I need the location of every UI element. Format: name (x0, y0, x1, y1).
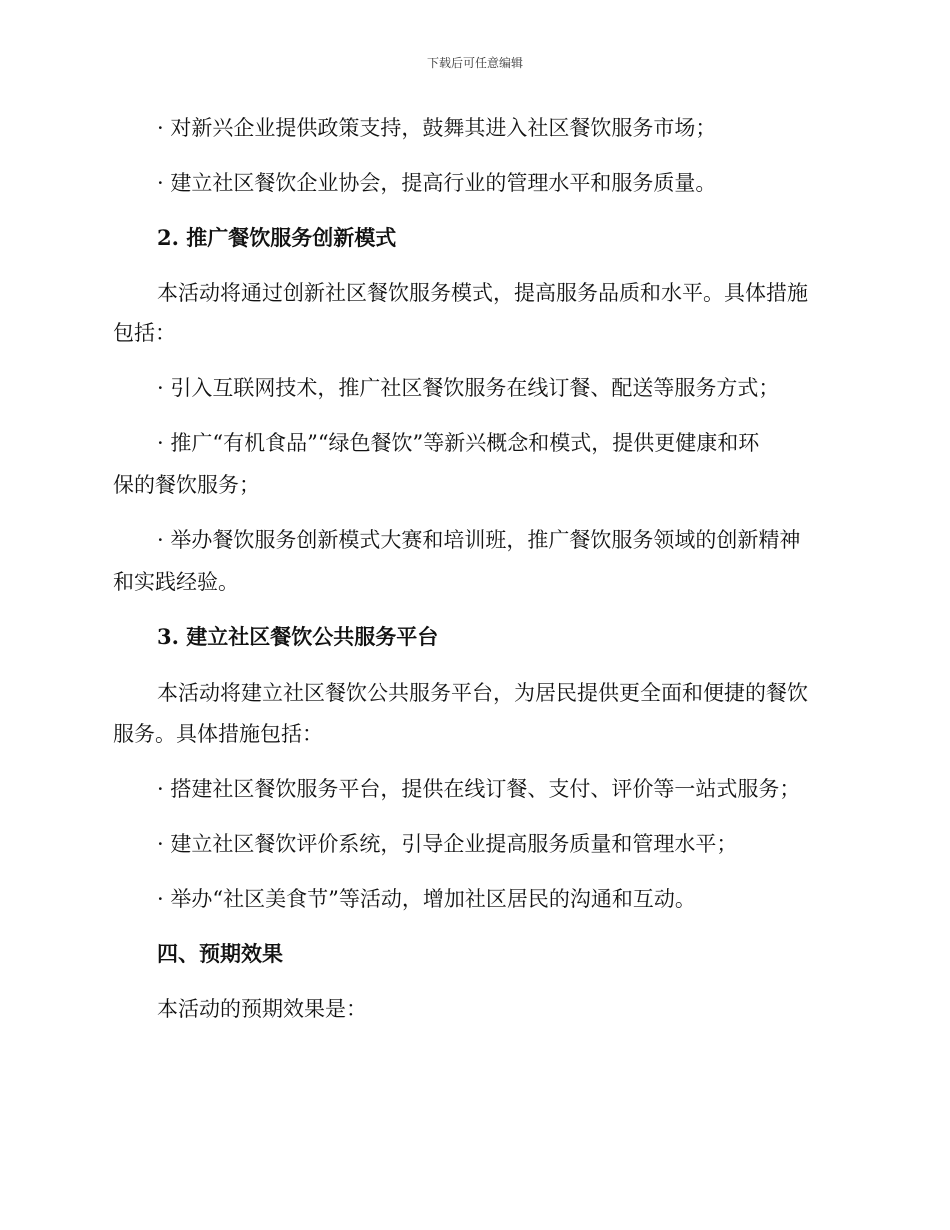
bullet-rating-system: · 建立社区餐饮评价系统，引导企业提高服务质量和管理水平； (157, 832, 738, 856)
paragraph-innovation-line2: 包括： (113, 321, 176, 345)
bullet-platform-build: · 搭建社区餐饮服务平台，提供在线订餐、支付、评价等一站式服务； (157, 777, 801, 801)
bullet-contest-line2: 和实践经验。 (113, 570, 239, 594)
page-header: 下载后可任意编辑 (426, 56, 523, 70)
bullet-organic-food-line2: 保的餐饮服务； (113, 473, 260, 497)
heading-expected-effects: 四、预期效果 (157, 941, 283, 966)
paragraph-platform-line1: 本活动将建立社区餐饮公共服务平台，为居民提供更全面和便捷的餐饮 (157, 681, 808, 705)
heading-innovation-model: 2. 推广餐饮服务创新模式 (157, 225, 397, 250)
bullet-organic-food-line1: · 推广“有机食品”“绿色餐饮”等新兴概念和模式，提供更健康和环 (157, 431, 760, 455)
paragraph-innovation-line1: 本活动将通过创新社区餐饮服务模式，提高服务品质和水平。具体措施 (157, 281, 808, 305)
paragraph-expected-effects: 本活动的预期效果是： (157, 997, 367, 1021)
bullet-association: · 建立社区餐饮企业协会，提高行业的管理水平和服务质量。 (157, 171, 717, 195)
bullet-contest-line1: · 举办餐饮服务创新模式大赛和培训班，推广餐饮服务领域的创新精神 (157, 528, 801, 552)
bullet-food-festival: · 举办“社区美食节”等活动，增加社区居民的沟通和互动。 (157, 887, 696, 911)
paragraph-platform-line2: 服务。具体措施包括： (113, 722, 323, 746)
bullet-policy-support: · 对新兴企业提供政策支持，鼓舞其进入社区餐饮服务市场； (157, 116, 717, 140)
heading-public-platform: 3. 建立社区餐饮公共服务平台 (157, 624, 439, 649)
bullet-internet-tech: · 引入互联网技术，推广社区餐饮服务在线订餐、配送等服务方式； (157, 376, 780, 400)
